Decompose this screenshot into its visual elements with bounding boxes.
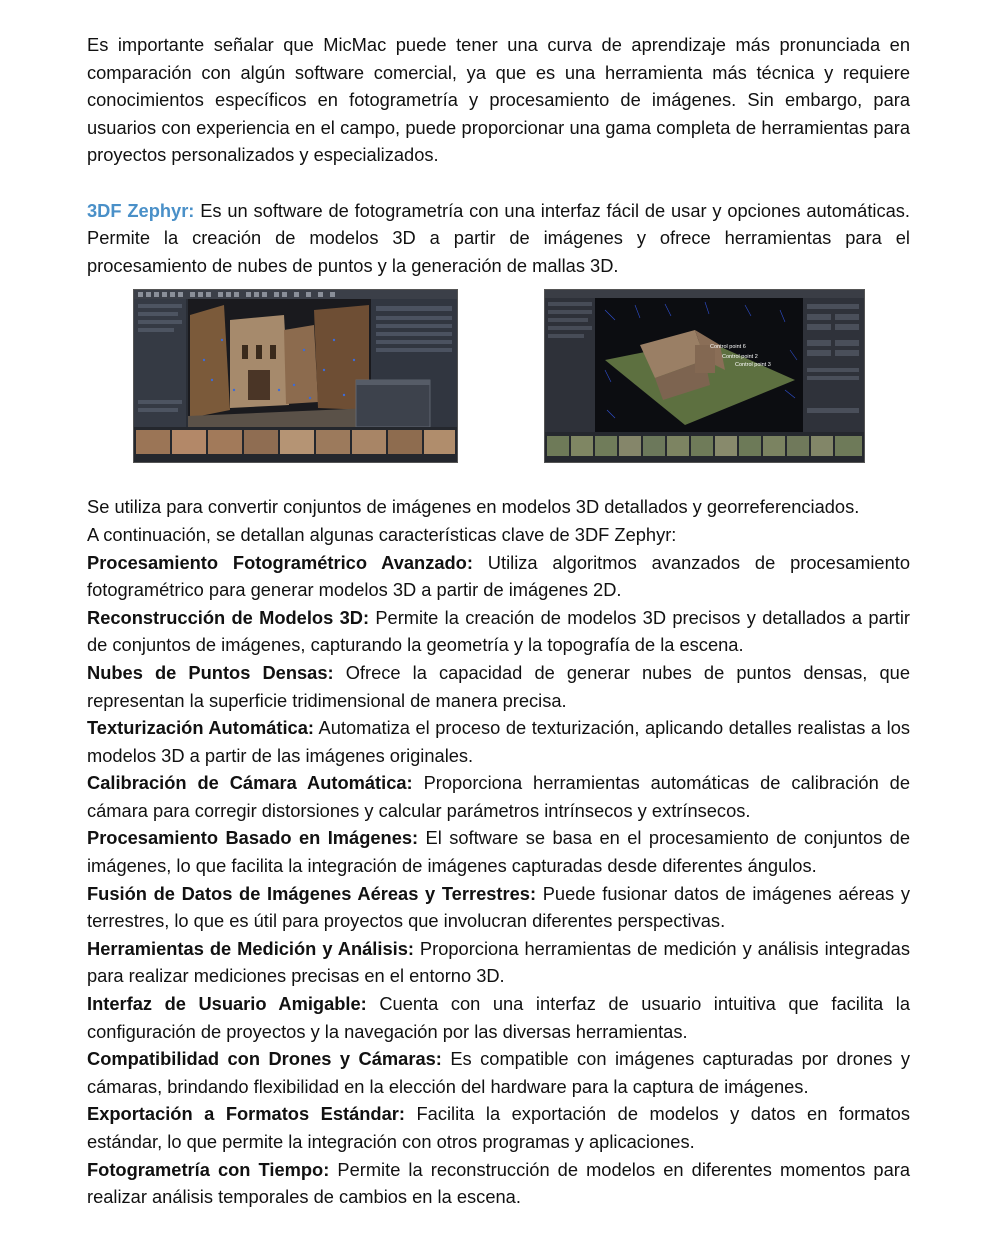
feature-title: Procesamiento Fotogramétrico Avanzado: — [87, 551, 473, 573]
document-page — [87, 31, 910, 1211]
intro-paragraph: Es importante señalar que MicMac puede tener una curva de aprendizaje más pronunciada en comparación con algún software comercial, ya que es una herramienta más técnica y requiere conocimientos específicos en fotogrametría y procesamiento de imágenes. Sin embargo, para usuarios con experiencia en el campo, puede proporcionar una gama completa de herramientas para proyectos personalizados y especializados. — [87, 34, 910, 166]
feature-item — [87, 880, 910, 935]
feature-item — [87, 604, 910, 659]
feature-text: Permite la creación de modelos 3D precisos y detallados a partir de conjuntos de imágenes, capturando la geometría y la topografía de la escena. — [87, 606, 910, 656]
feature-text: Proporciona herramientas de medición y análisis integradas para realizar mediciones precisas en el entorno 3D. — [87, 937, 910, 987]
zephyr-description: Es un software de fotogrametría con una interfaz fácil de usar y opciones automáticas. Permite la creación de modelos 3D a partir de imágenes y ofrece herramientas para el procesamiento de nubes de puntos y la generación de mallas 3D. — [87, 199, 910, 276]
feature-title: Interfaz de Usuario Amigable: — [87, 993, 367, 1015]
zephyr-heading: 3DF Zephyr: — [87, 199, 195, 221]
feature-title: Reconstrucción de Modelos 3D: — [87, 606, 370, 628]
feature-text: Automatiza el proceso de texturización, aplicando detalles realistas a los modelos 3D a partir de las imágenes originales. — [87, 717, 910, 766]
feature-item — [87, 824, 910, 879]
feature-text: Cuenta con una interfaz de usuario intuitiva que facilita la configuración de proyectos y la navegación por las diversas herramientas. — [87, 993, 910, 1042]
feature-item — [87, 1045, 910, 1100]
feature-item — [87, 549, 910, 604]
feature-title: Texturización Automática: — [87, 717, 314, 739]
screenshot-3d-plaza — [133, 289, 458, 463]
control-point-label: Control point 3 — [735, 362, 771, 369]
feature-text: Utiliza algoritmos avanzados de procesamiento fotogramétrico para generar modelos 3D a partir de imágenes 2D. — [87, 551, 910, 601]
feature-item — [87, 935, 910, 990]
feature-title: Fusión de Datos de Imágenes Aéreas y Terrestres: — [87, 882, 537, 904]
feature-text: El software se basa en el procesamiento de conjuntos de imágenes, lo que facilita la integración de imágenes capturadas desde diferentes ángulos. — [87, 827, 910, 877]
feature-text: Proporciona herramientas automáticas de calibración de cámara para corregir distorsiones y calcular parámetros intrínsecos y extrínsecos. — [87, 772, 910, 821]
feature-title: Calibración de Cámara Automática: — [87, 772, 413, 794]
usage-line-1: Se utiliza para convertir conjuntos de imágenes en modelos 3D detallados y georreferenciados. — [87, 496, 860, 518]
feature-title: Exportación a Formatos Estándar: — [87, 1103, 405, 1125]
feature-text: Ofrece la capacidad de generar nubes de puntos densas, que representan la superficie tridimensional de manera precisa. — [87, 661, 910, 711]
feature-text: Puede fusionar datos de imágenes aéreas y terrestres, lo que es útil para proyectos que involucran diferentes perspectivas. — [87, 882, 910, 932]
feature-item — [87, 990, 910, 1045]
usage-line-2: A continuación, se detallan algunas características clave de 3DF Zephyr: — [87, 523, 677, 545]
feature-item — [87, 1100, 910, 1155]
feature-title: Nubes de Puntos Densas: — [87, 661, 334, 683]
feature-text: Facilita la exportación de modelos y datos en formatos estándar, lo que permite la integración con otros programas y aplicaciones. — [87, 1103, 910, 1152]
control-point-label: Control point 2 — [722, 354, 758, 361]
feature-text: Permite la reconstrucción de modelos en diferentes momentos para realizar análisis temporales de cambios en la escena. — [87, 1158, 911, 1208]
feature-item — [87, 1156, 910, 1211]
figures-row — [87, 281, 910, 487]
feature-item — [87, 769, 910, 824]
zephyr-paragraph — [87, 197, 910, 280]
feature-item — [87, 714, 910, 769]
feature-title: Compatibilidad con Drones y Cámaras: — [87, 1048, 442, 1070]
feature-text: Es compatible con imágenes capturadas por drones y cámaras, brindando flexibilidad en la elección del hardware para la captura de imágenes. — [87, 1048, 910, 1097]
screenshot-3d-building — [544, 289, 865, 463]
feature-title: Fotogrametría con Tiempo: — [87, 1158, 330, 1180]
paragraph-spacer — [87, 169, 910, 197]
feature-item — [87, 659, 910, 714]
feature-title: Procesamiento Basado en Imágenes: — [87, 827, 419, 849]
features-list — [87, 549, 910, 1211]
feature-title: Herramientas de Medición y Análisis: — [87, 937, 414, 959]
control-point-label: Control point 6 — [710, 344, 746, 351]
